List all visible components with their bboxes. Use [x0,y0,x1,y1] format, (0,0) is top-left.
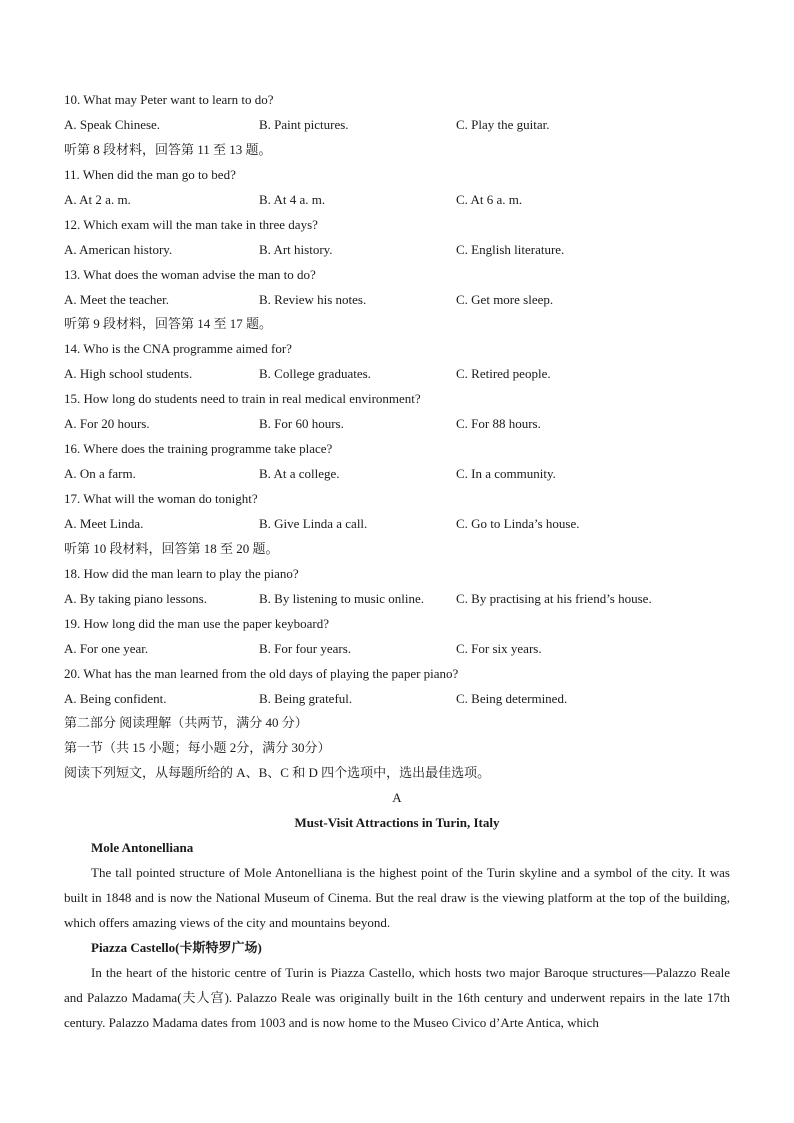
option-a: A. High school students. [64,366,193,382]
option-b: B. College graduates. [259,366,371,382]
answer-options-row [64,113,730,138]
option-b: B. At a college. [259,466,340,482]
passage-letter: A [392,790,402,806]
question-text: 10. What may Peter want to learn to do? [64,92,274,107]
answer-options-row [64,238,730,263]
question-text: 13. What does the woman advise the man to do? [64,266,316,282]
material-heading: 听第 10 段材料，回答第 18 至 20 题。 [64,540,279,556]
option-c: C. English literature. [456,241,565,257]
option-b: B. Being grateful. [259,690,353,706]
option-a: A. Meet Linda. [64,515,144,531]
question-text: 20. What has the man learned from the old days of playing the paper piano? [64,665,459,681]
option-c: C. For six years. [456,640,542,656]
option-b: B. Art history. [259,241,333,257]
material-heading: 听第 9 段材料，回答第 14 至 17 题。 [64,316,273,332]
answer-options-row [64,587,730,612]
option-c: C. Go to Linda’s house. [456,515,580,531]
option-a: A. American history. [64,241,173,257]
option-b: B. At 4 a. m. [259,191,326,207]
option-b: B. By listening to music online. [259,590,425,606]
question-text: 11. When did the man go to bed? [64,166,236,182]
listening-section [64,88,730,711]
option-b: B. Review his notes. [259,291,367,307]
answer-options-row [64,637,730,662]
option-b: B. Paint pictures. [259,116,349,132]
question-text: 15. How long do students need to train in real medical environment? [64,391,421,407]
answer-options-row [64,412,730,437]
option-c: C. Being determined. [456,690,568,706]
option-a: A. By taking piano lessons. [64,590,207,606]
answer-options-row [64,362,730,387]
option-c: C. At 6 a. m. [456,191,523,207]
option-c: C. Get more sleep. [456,291,554,307]
option-c: C. For 88 hours. [456,416,541,432]
question-text: 18. How did the man learn to play the piano? [64,565,299,581]
question-text: 17. What will the woman do tonight? [64,491,258,506]
option-a: A. At 2 a. m. [64,191,131,207]
answer-options-row [64,288,730,313]
question-text: 19. How long did the man use the paper keyboard? [64,615,329,631]
option-a: A. For one year. [64,640,149,656]
option-c: C. By practising at his friend’s house. [456,590,652,606]
paragraph-piazza-castello: In the heart of the historic centre of Turin is Piazza Castello, which hosts two major Baroque structures—Palazzo Reale and Palazzo Madama(夫人宫). Palazzo Reale was originally built in the 16th century and underwent repairs in the late 17th century. Palazzo Madama dates from 1003 and is now home to the Museo Civico d’Arte Antica, which [64,964,730,1030]
page-content [64,88,730,1036]
question-text: 14. Who is the CNA programme aimed for? [64,341,292,357]
option-c: C. Retired people. [456,366,551,382]
option-a: A. On a farm. [64,466,136,482]
option-a: A. For 20 hours. [64,416,150,432]
option-a: A. Meet the teacher. [64,291,170,307]
option-c: C. Play the guitar. [456,116,550,132]
option-b: B. For 60 hours. [259,416,344,432]
answer-options-row [64,462,730,487]
reading-instruction: 阅读下列短文，从每题所给的 A、B、C 和 D 四个选项中，选出最佳选项。 [64,765,491,781]
answer-options-row [64,188,730,213]
material-heading: 听第 8 段材料，回答第 11 至 13 题。 [64,141,272,157]
option-a: A. Speak Chinese. [64,116,161,132]
answer-options-row [64,512,730,537]
option-b: B. For four years. [259,640,352,656]
question-text: 12. Which exam will the man take in three days? [64,216,318,232]
subheading-mole-antonelliana: Mole Antonelliana [91,840,194,856]
paragraph-mole-antonelliana: The tall pointed structure of Mole Antonelliana is the highest point of the Turin skyline and a symbol of the city. It was built in 1848 and is now the National Museum of Cinema. But the real draw is the viewing platform at the top of the building, which offers amazing views of the city and mountains beyond. [64,865,730,930]
option-a: A. Being confident. [64,690,167,706]
question-text: 16. Where does the training programme take place? [64,441,333,457]
subheading-piazza-castello: Piazza Castello(卡斯特罗广场) [91,939,262,955]
option-b: B. Give Linda a call. [259,515,368,531]
section1-title: 第一节（共 15 小题；每小题 2分，满分 30分） [64,740,331,756]
part2-title: 第二部分 阅读理解（共两节，满分 40 分） [64,715,308,731]
answer-options-row [64,687,730,712]
option-c: C. In a community. [456,466,556,482]
passage-title: Must-Visit Attractions in Turin, Italy [294,815,500,831]
